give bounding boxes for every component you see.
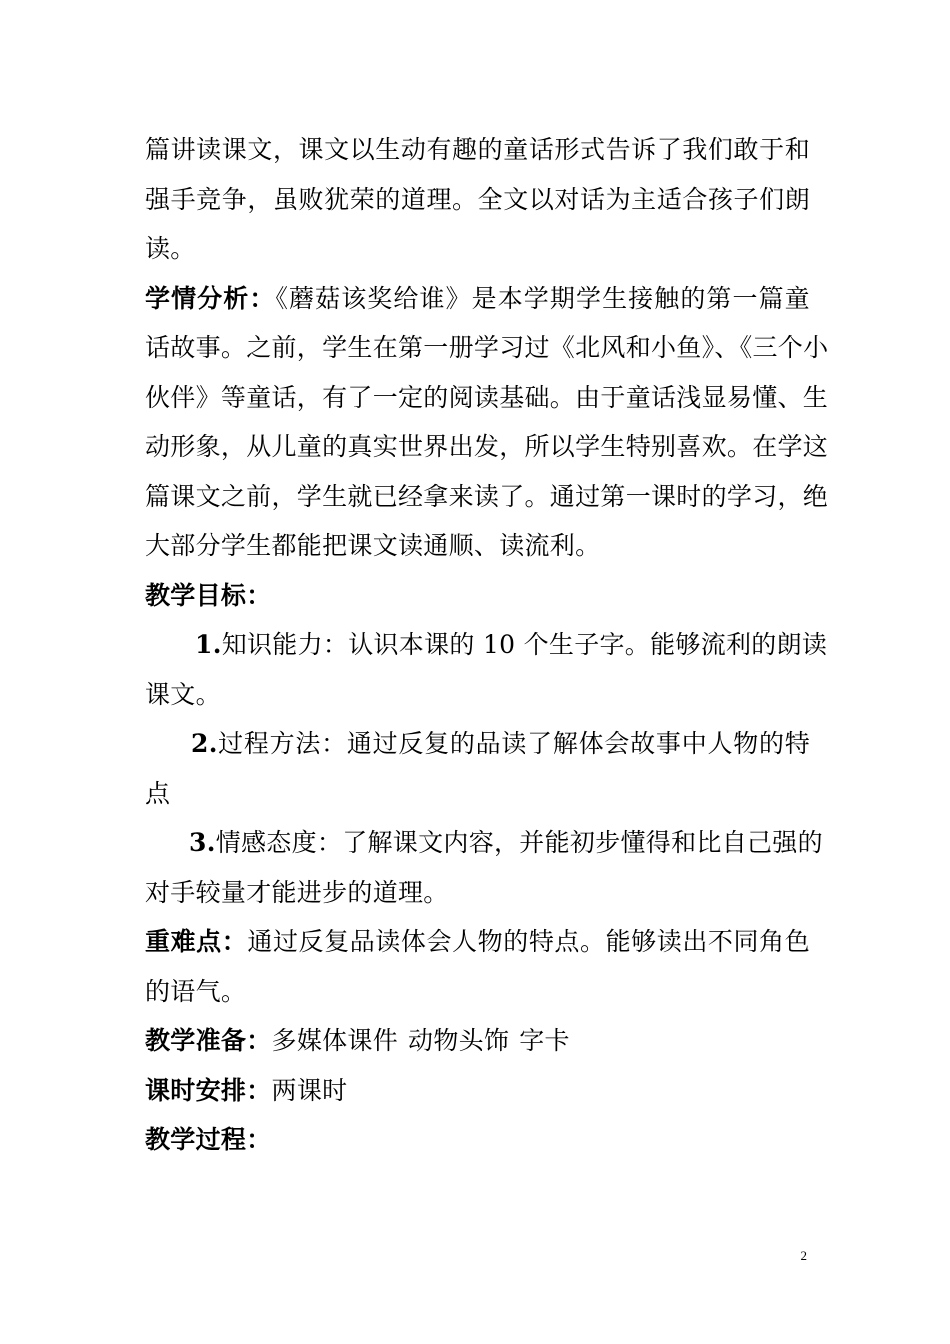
objective-2-line-1 (145, 719, 810, 769)
preparation-line (145, 1016, 810, 1066)
key-points-heading: 重难点： (145, 927, 248, 956)
preparation-heading: 教学准备： (145, 1026, 272, 1055)
analysis-line-5: 篇课文之前，学生就已经拿来读了。通过第一课时的学习，绝 (145, 481, 829, 511)
objective-1-number: 1. (195, 630, 222, 659)
analysis-line-3: 伙伴》等童话，有了一定的阅读基础。由于童话浅显易懂、生 (145, 382, 829, 412)
key-points-line-2: 的语气。 (145, 976, 247, 1006)
analysis-first-line (145, 274, 810, 324)
key-points-text: 通过反复品读体会人物的特点。能够读出不同角色 (247, 927, 810, 956)
analysis-line-6: 大部分学生都能把课文读通顺、读流利。 (145, 531, 601, 560)
objective-3-line-2: 对手较量才能进步的道理。 (145, 877, 449, 907)
objective-3-line-1 (145, 818, 823, 868)
key-points-line-1 (145, 917, 810, 967)
analysis-first-line-text: 《蘑菇该奖给谁》是本学期学生接触的第一篇童 (275, 283, 810, 313)
preparation-item-2: 动物头饰 (408, 1026, 510, 1055)
intro-line-2: 强手竞争，虽败犹荣的道理。全文以对话为主适合孩子们朗 (145, 184, 810, 214)
objective-1-line-1 (145, 620, 828, 670)
objective-3-number: 3. (189, 828, 216, 857)
analysis-heading: 学情分析： (145, 283, 276, 313)
objective-3-text: 情感态度：了解课文内容，并能初步懂得和比自己强的 (215, 828, 823, 857)
objective-2-text: 过程方法：通过反复的品读了解体会故事中人物的特 (217, 729, 810, 758)
schedule-heading: 课时安排： (145, 1075, 272, 1105)
preparation-item-1: 多媒体课件 (271, 1026, 399, 1055)
intro-line-3: 读。 (145, 234, 196, 263)
analysis-line-2: 话故事。之前，学生在第一册学习过《北风和小鱼》、《三个小 (145, 333, 829, 362)
preparation-item-3: 字卡 (519, 1026, 570, 1055)
process-heading: 教学过程： (145, 1125, 272, 1154)
objective-2-number: 2. (191, 729, 218, 758)
document-page (145, 125, 829, 1165)
intro-line-1: 篇讲读课文，课文以生动有趣的童话形式告诉了我们敢于和 (145, 135, 810, 164)
objectives-heading: 教学目标： (145, 580, 272, 610)
schedule-line (145, 1066, 810, 1116)
analysis-line-4: 动形象，从儿童的真实世界出发，所以学生特别喜欢。在学这 (145, 432, 829, 461)
page-number: 2 (800, 1248, 807, 1263)
objective-1-text: 知识能力：认识本课的 10 个生子字。能够流利的朗读 (221, 630, 828, 659)
objective-2-line-2: 点 (145, 778, 171, 808)
schedule-value: 两课时 (271, 1075, 348, 1105)
objective-1-line-2: 课文。 (145, 679, 221, 709)
